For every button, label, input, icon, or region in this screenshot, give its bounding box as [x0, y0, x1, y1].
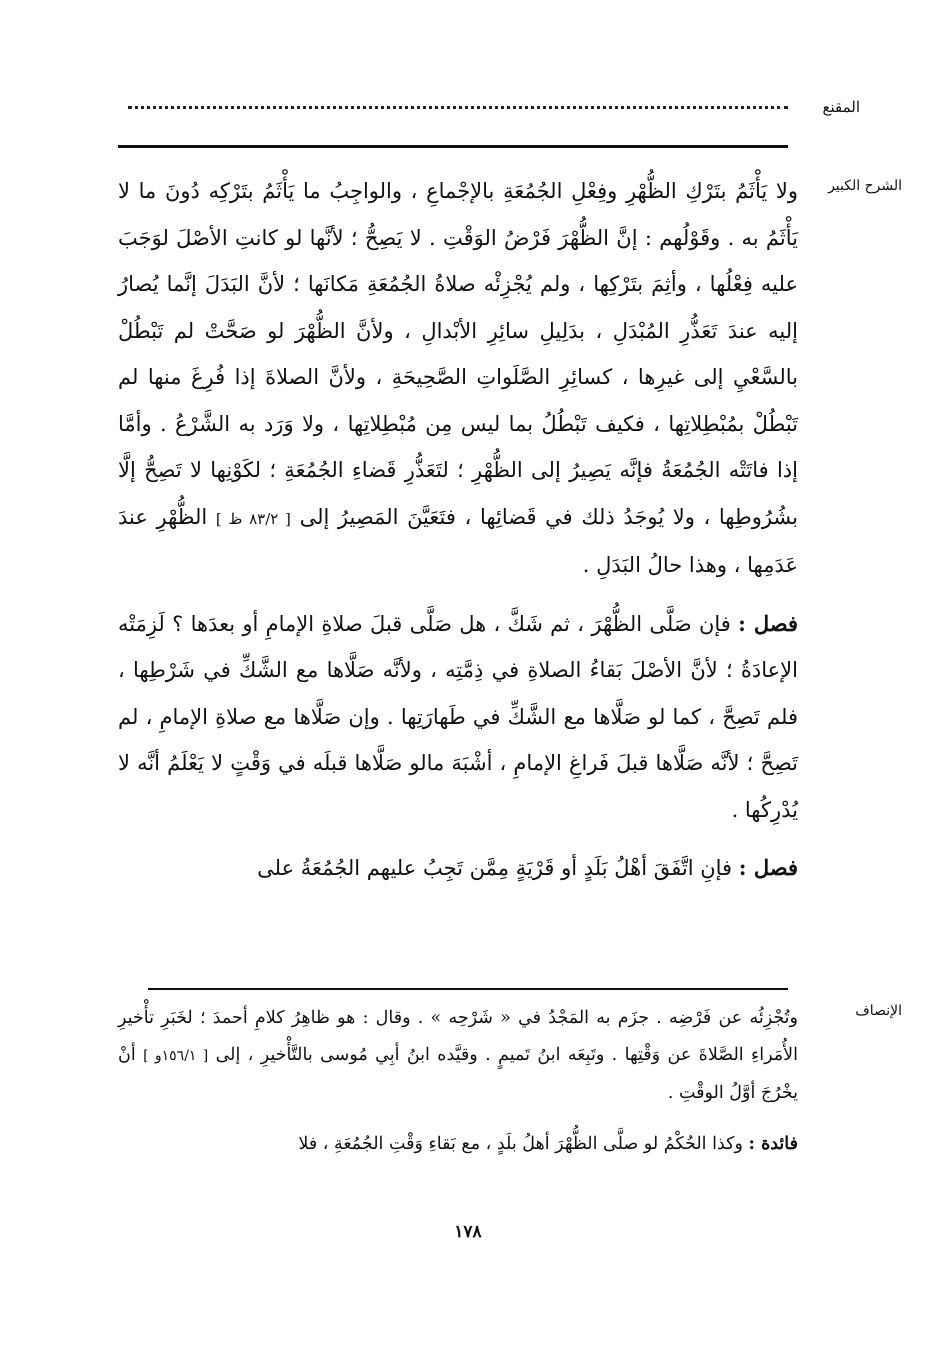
section-separator-rule — [148, 988, 788, 990]
manuscript-reference: [ ١٥٦/١و ] — [143, 1048, 209, 1064]
paragraph-text: ولا يَأْثَمُ بتَرْكِ الظُّهْرِ وفِعْلِ الجُمُعَةِ بالإجْماعِ ، والواجِبُ ما يَأْثَمُ بتَرْكِه دُونَ ما لا يَأْثَمُ به . وقَوْلُهم : إنَّ الظُّهْرَ فَرْضُ الوَقْتِ . لا يَصِحُّ ؛ لأنَّها لو كانتِ الأصْلَ لوَجَبَ عليه فِعْلُها ، وأثِمَ بتَرْكِها ، ولم يُجْزِئْه صلاةُ الجُمُعَةِ مَكانَها ؛ لأنَّ البَدَلَ إنَّما يُصارُ إليه عندَ تَعَذُّرِ المُبْدَلِ ، بدَلِيلِ سائِرِ الأبْدالِ ، ولأنَّ الظُّهْرَ لو صَحَّتْ لم تَبْطُلْ بالسَّعْيِ إلى غيرِها ، كسائِرِ الصَّلَواتِ الصَّحِيحَةِ ، ولأنَّ الصلاةَ إذا فُرِغَ منها لم تَبْطُلْ بمُبْطِلاتِها ، فكيف تَبْطُلُ بما ليس مِن مُبْطِلاتِها ، ولا وَرَد به الشَّرْعُ . وأمَّا إذا فاتَتْه الجُمُعَةُ فإنَّه يَصِيرُ إلى الظُّهْرِ ؛ لتَعَذُّرِ قَضاءِ الجُمُعَةِ ؛ لكَوْنِها لا تَصِحُّ إلَّا بشُرُوطِها ، ولا يُوجَدُ ذلك في قَضائِها ، فتَعَيَّنَ المَصِيرُ إلى — [118, 179, 799, 529]
margin-label-sharh: الشرح الكبير — [828, 178, 902, 194]
fasl-section — [118, 845, 798, 892]
insaf-commentary-text — [118, 1000, 798, 1163]
page-number: ١٧٨ — [454, 1222, 482, 1242]
fasl-heading: فصل : — [738, 610, 798, 636]
manuscript-reference: [ ٨٣/٢ ظ ] — [215, 509, 291, 528]
faida-text: وكذا الحُكْمُ لو صلَّى الظُّهْرَ أهلُ بلَدٍ ، مع بَقاءِ وَقْتِ الجُمُعَةِ ، فلا — [298, 1134, 743, 1154]
fasl-text: فإن صَلَّى الظُّهْرَ ، ثم شَكَّ ، هل صَلَّى قبلَ صلاةِ الإمامِ أو بعدَها ؟ لَزِمَتْه الإعادَةُ ؛ لأنَّ الأصْلَ بَقاءُ الصلاةِ في ذِمَّتِه ، ولأنَّه صَلَّاها مع الشَّكِّ في شَرْطِها ، فلم تَصِحَّ ، كما لو صَلَّاها مع الشَّكِّ في طَهارَتِها . وإن صَلَّاها مع صلاةِ الإمامِ ، لم تَصِحَّ ؛ لأنَّه صَلَّاها قبلَ فَراغِ الإمامِ ، أشْبَهَ مالو صَلَّاها قبلَه في وَقْتٍ لا يَعْلَمُ أنَّه لا يُدْرِكُها . — [118, 611, 798, 822]
paragraph-text: وتُجْزِئُه عن فَرْضِه . جزَم به المَجْدُ في « شَرْحِه » . وقال : هو ظاهِرُ كلامِ أحمدَ ؛ لخَبَرِ تأْخيرِ الأُمَراءِ الصَّلاةَ عن وَقْتِها . وتَبِعَه ابنُ تَميمٍ . وقيَّده ابنُ أبِي مُوسى بالتَّأْخيرِ ، إلى — [118, 1008, 798, 1065]
fasl-text: فإنِ اتَّفَقَ أهْلُ بَلَدٍ أو قَرْيَةٍ مِمَّن تَجِبُ عليهم الجُمُعَةُ على — [257, 856, 733, 880]
margin-label-insaf: الإنصاف — [855, 1003, 902, 1019]
paragraph-end-text: أنْ يخْرُجَ أوَّلُ الوقْتِ . — [118, 1045, 798, 1103]
insaf-paragraph — [118, 1000, 798, 1112]
paragraph-end-text: الظُّهْرِ عندَ عَدَمِها ، وهذا حالُ البَدَلِ . — [118, 504, 798, 577]
fasl-section — [118, 601, 798, 834]
fasl-heading: فصل : — [738, 855, 798, 880]
faida-section — [118, 1126, 798, 1163]
main-commentary-text — [118, 168, 798, 892]
main-paragraph — [118, 168, 798, 589]
faida-heading: فائدة : — [748, 1134, 798, 1154]
header-rule — [118, 145, 788, 148]
running-header-title: المقنع — [822, 98, 860, 116]
header-dotted-leader — [128, 106, 788, 109]
